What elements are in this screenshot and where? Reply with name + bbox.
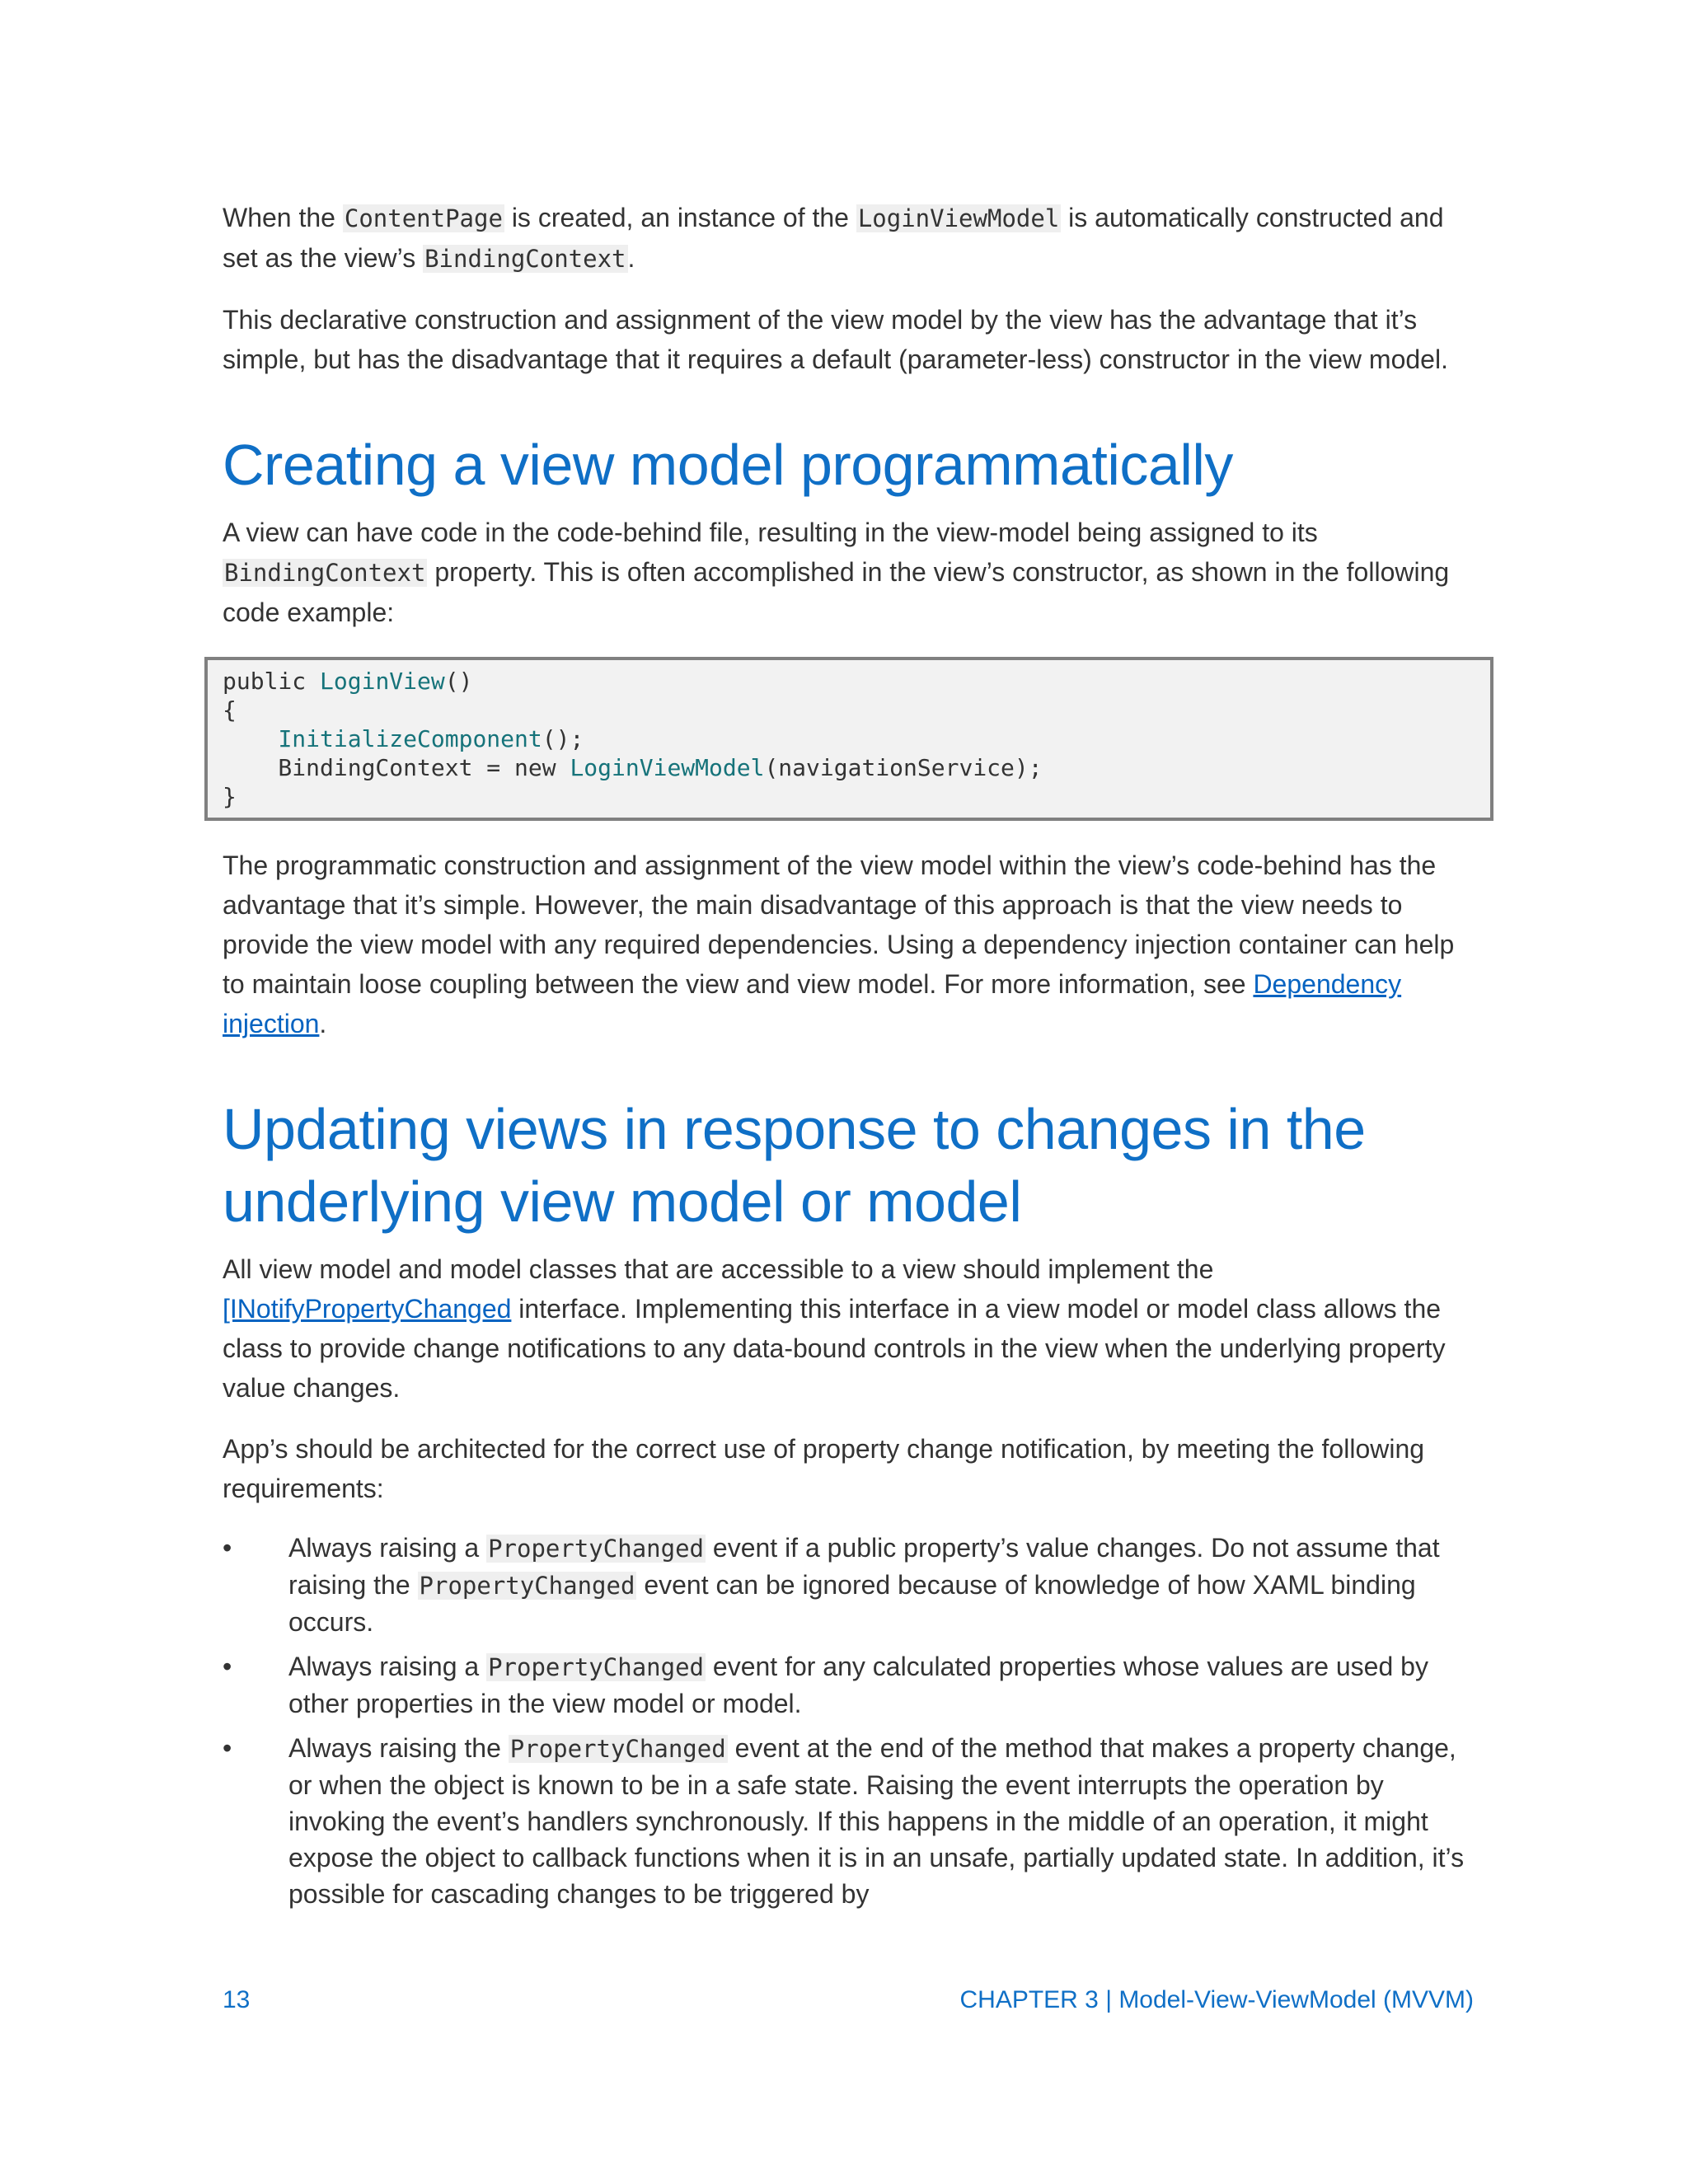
section2-paragraph-1 (223, 1249, 1475, 1408)
section1-paragraph-2 (223, 846, 1475, 1043)
text-run: . (319, 1009, 327, 1038)
page-number: 13 (223, 1986, 251, 2013)
bullet-icon: • (223, 1733, 232, 1763)
inline-code-bindingcontext: BindingContext (424, 245, 626, 273)
code-token (223, 725, 278, 752)
text-run: When the (223, 203, 343, 232)
requirements-list (223, 1530, 1475, 1912)
list-item (223, 1730, 1475, 1912)
text-run: All view model and model classes that are accessible to a view should implement the (223, 1254, 1214, 1284)
code-token: InitializeComponent (278, 725, 542, 752)
text-run: event for any calculated properties whose values are used by other properties in the view model or model. (288, 1652, 1428, 1718)
text-run: is created, an instance of the (504, 203, 856, 232)
bullet-icon: • (223, 1533, 232, 1563)
text-run: is automatically constructed and set as the view’s (223, 203, 1444, 273)
code-line-4 (223, 753, 1475, 782)
code-token: BindingContext = new (223, 754, 570, 781)
code-line-5: } (223, 783, 237, 810)
section-heading-updating-views: Updating views in response to changes in the underlying view model or model (223, 1097, 1366, 1234)
bullet-icon: • (223, 1652, 232, 1681)
inline-code-propertychanged: PropertyChanged (509, 1735, 726, 1763)
chapter-title: CHAPTER 3 | Model-View-ViewModel (MVVM) (959, 1986, 1474, 2013)
code-token: (); (542, 725, 584, 752)
code-token: () (444, 668, 473, 695)
code-line-1 (223, 667, 1475, 696)
text-run: Always raising a (288, 1533, 487, 1563)
intro-paragraph-1 (223, 198, 1475, 279)
code-token: (navigationService); (764, 754, 1043, 781)
text-run: A view can have code in the code-behind file, resulting in the view-model being assigned to its (223, 518, 1318, 547)
text-run: property. This is often accomplished in the view’s constructor, as shown in the following code example: (223, 557, 1450, 627)
text-run: . (627, 243, 635, 273)
code-token: LoginView (320, 668, 445, 695)
inotifypropertychanged-link[interactable]: [INotifyPropertyChanged (223, 1294, 512, 1324)
text-run: event if a public property’s value changes. Do not assume that raising the (288, 1533, 1440, 1600)
code-token: public (223, 668, 321, 695)
code-line-2: { (223, 696, 237, 724)
text-run: Always raising the (288, 1733, 509, 1763)
text-run: event can be ignored because of knowledge of how XAML binding occurs. (288, 1570, 1416, 1637)
inline-code-loginviewmodel: LoginViewModel (857, 204, 1060, 232)
section2-paragraph-2: App’s should be architected for the correct use of property change notification, by meeting the following requirements: (223, 1434, 1425, 1503)
section-heading-creating-view-model: Creating a view model programmatically (223, 433, 1233, 497)
code-block (204, 657, 1493, 821)
dependency-injection-link[interactable]: Dependency injection (223, 969, 1402, 1038)
list-item (223, 1648, 1475, 1722)
text-run: interface. Implementing this interface in a view model or model class allows the class to provide change notifications to any data-bound controls in the view when the underlying property value changes. (223, 1294, 1446, 1403)
inline-code-propertychanged: PropertyChanged (419, 1572, 635, 1600)
inline-code-bindingcontext: BindingContext (224, 559, 426, 587)
text-run: Always raising a (288, 1652, 487, 1681)
intro-paragraph-2: This declarative construction and assignment of the view model by the view has the advantage that it’s simple, but has the disadvantage that it requires a default (parameter-less) constructor in the view model. (223, 305, 1448, 374)
section1-paragraph-1 (223, 513, 1475, 632)
inline-code-propertychanged: PropertyChanged (488, 1535, 704, 1563)
document-page (223, 198, 1475, 1920)
inline-code-contentpage: ContentPage (344, 204, 503, 232)
text-run: event at the end of the method that makes a property change, or when the object is known to be in a safe state. Raising the event interrupts the operation by invoking the event’s handlers synchronously. If this happens in the middle of an operation, it might expose the object to callback functions when it is in an unsafe, partially updated state. In addition, it’s possible for cascading changes to be triggered by (288, 1733, 1465, 1909)
page-footer (223, 1986, 1474, 2014)
code-token: LoginViewModel (570, 754, 765, 781)
inline-code-propertychanged: PropertyChanged (488, 1653, 704, 1681)
code-line-3 (223, 724, 1475, 753)
text-run: The programmatic construction and assignment of the view model within the view’s code-behind has the advantage that it’s simple. However, the main disadvantage of this approach is that the view needs to provide the view model with any required dependencies. Using a dependency injection container can help to maintain loose coupling between the view and view model. For more information, see (223, 851, 1455, 999)
list-item (223, 1530, 1475, 1640)
